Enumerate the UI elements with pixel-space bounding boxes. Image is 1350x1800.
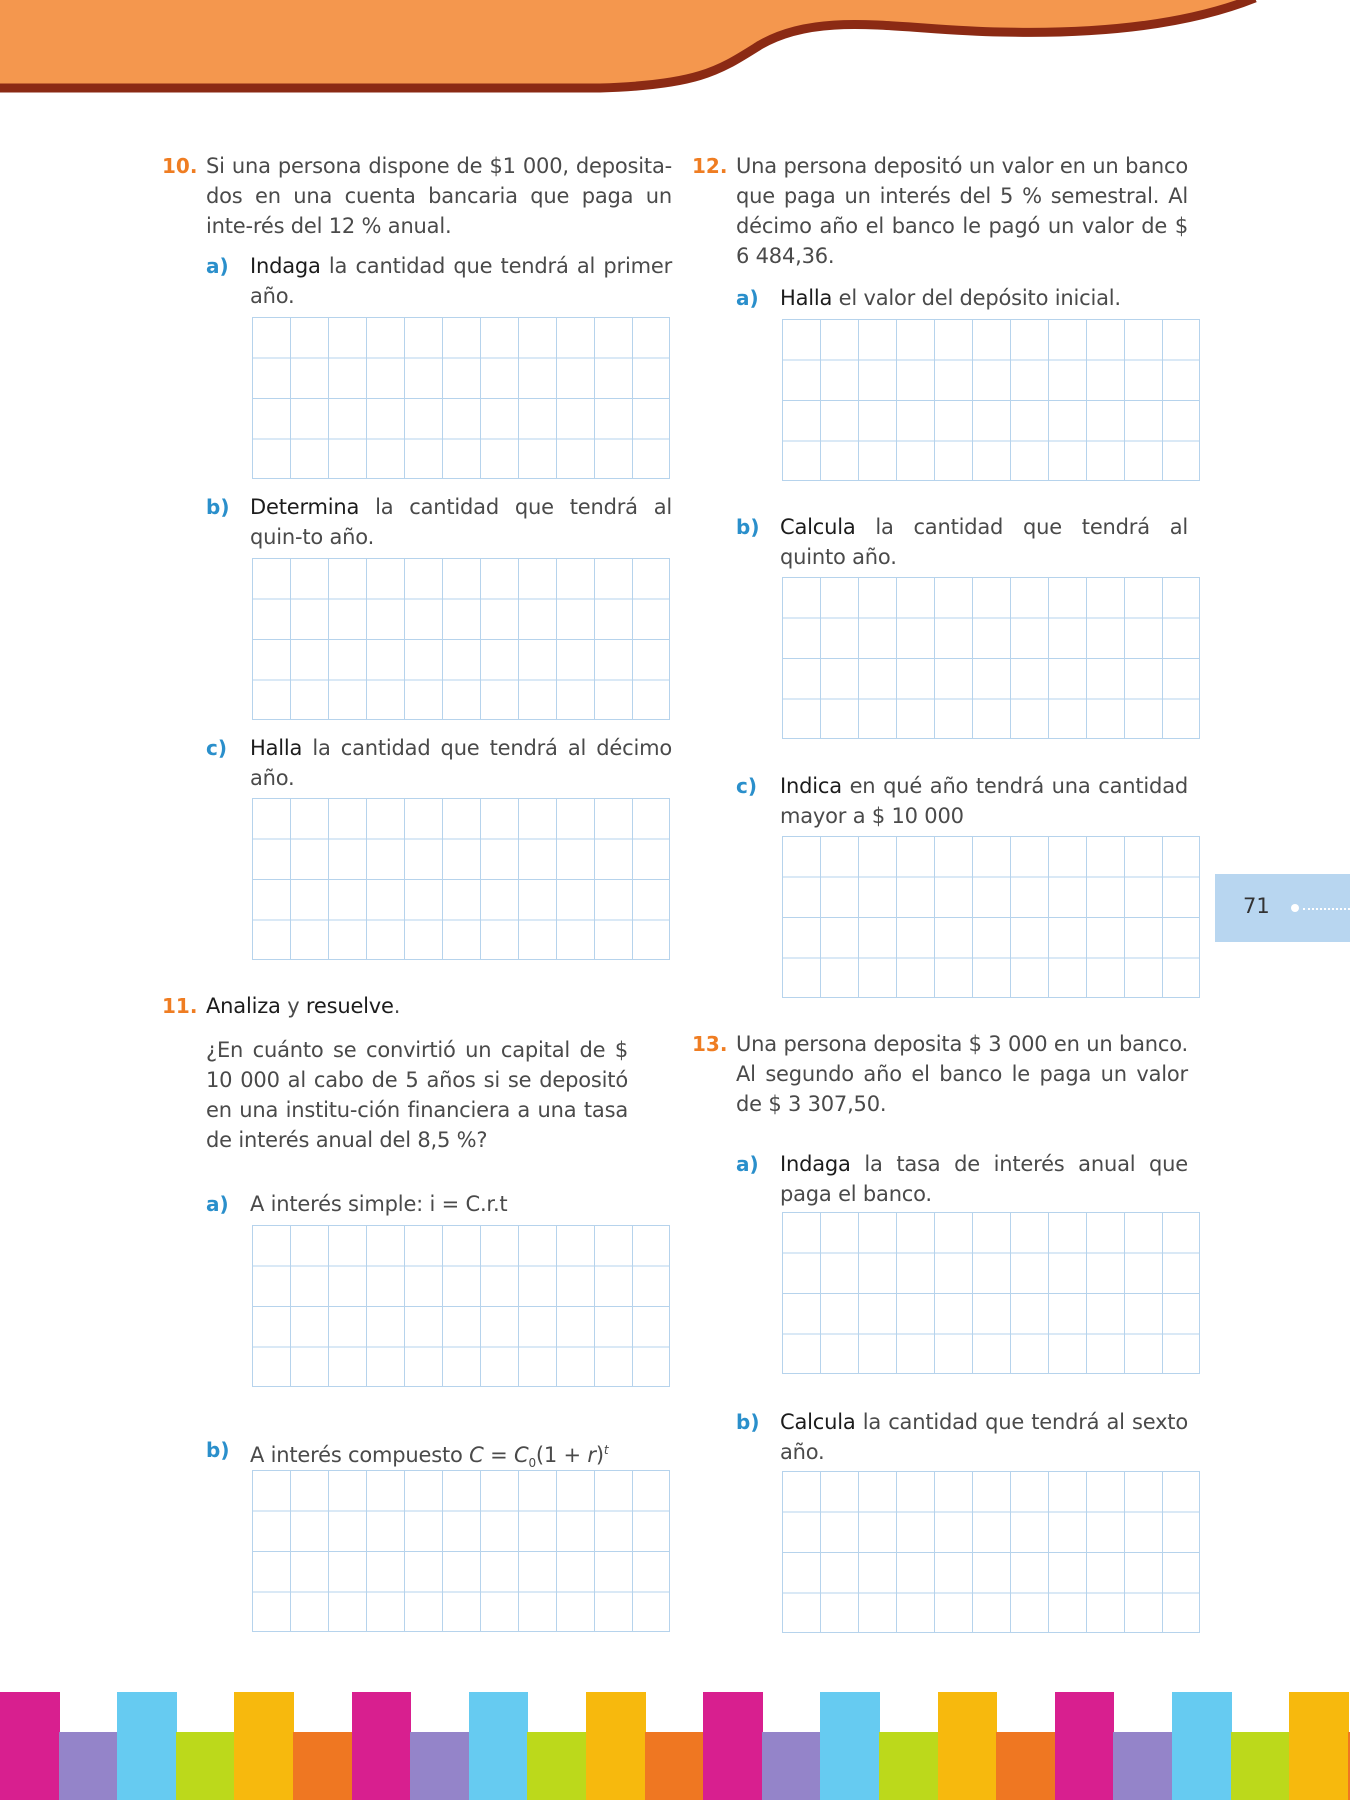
footer-stripe — [527, 1732, 587, 1800]
footer-stripe — [59, 1732, 119, 1800]
sub-text — [250, 733, 672, 793]
problem-statement: Si una persona dispone de $1 000, deposita-dos en una cuenta bancaria que paga un inte-rés del 12 % anual. — [206, 154, 672, 238]
problem-number: 12. — [692, 154, 728, 178]
problem-statement: Una persona deposita $ 3 000 en un banco. Al segundo año el banco le paga un valor de $ 3 307,50. — [736, 1032, 1188, 1116]
sub-letter: a) — [206, 1192, 229, 1216]
answer-grid[interactable] — [252, 1225, 670, 1387]
sub-text — [780, 512, 1188, 572]
problem-statement: Una persona depositó un valor en un banco que paga un interés del 5 % semestral. Al décimo año el banco le pagó un valor de $ 6 484,36. — [736, 154, 1188, 268]
sub-letter: a) — [736, 1152, 759, 1176]
top-banner — [0, 0, 1350, 100]
footer-stripe — [996, 1732, 1056, 1800]
banner-fill — [0, 0, 1350, 88]
footer-stripe — [1055, 1692, 1115, 1800]
sub-text — [250, 492, 672, 552]
sub-text-label: A interés compuesto — [250, 1443, 470, 1467]
problem-12 — [692, 151, 1202, 1001]
answer-grid[interactable] — [782, 319, 1200, 481]
action-verb: Calcula — [780, 1410, 856, 1434]
sub-text — [780, 1407, 1188, 1467]
sub-letter: a) — [736, 286, 759, 310]
answer-grid[interactable] — [782, 1471, 1200, 1633]
footer-stripe — [879, 1732, 939, 1800]
footer-stripe — [176, 1732, 236, 1800]
sub-text-rest: la cantidad que tendrá al décimo año. — [250, 736, 672, 790]
problem-number: 10. — [162, 154, 198, 178]
answer-grid[interactable] — [252, 558, 670, 720]
footer-stripe — [117, 1692, 177, 1800]
sub-text — [250, 251, 672, 311]
sub-text-rest: la cantidad que tendrá al quinto año. — [780, 515, 1188, 569]
sub-text — [780, 1149, 1188, 1209]
footer-stripe — [1172, 1692, 1232, 1800]
footer-stripe — [586, 1692, 646, 1800]
sub-text: A interés simple: i = C.r.t — [250, 1192, 508, 1216]
footer-stripe — [938, 1692, 998, 1800]
sub-text-rest: la cantidad que tendrá al primer año. — [250, 254, 672, 308]
action-verb: Indaga — [250, 254, 321, 278]
sub-letter: b) — [206, 1438, 230, 1462]
sub-letter: c) — [206, 736, 227, 760]
sub-letter: c) — [736, 774, 757, 798]
tab-dotted-line — [1303, 908, 1350, 910]
sub-text-rest: la tasa de interés anual que paga el banco. — [780, 1152, 1188, 1206]
footer-stripe — [234, 1692, 294, 1800]
answer-grid[interactable] — [252, 798, 670, 960]
answer-grid[interactable] — [252, 317, 670, 479]
sub-letter: a) — [206, 254, 229, 278]
problem-number: 13. — [692, 1032, 728, 1056]
answer-grid[interactable] — [782, 836, 1200, 998]
footer-stripe — [762, 1732, 822, 1800]
compound-interest-formula: $C = C_0(1 + r)^t$ — [469, 1443, 609, 1471]
action-verb: Determina — [250, 495, 360, 519]
problem-13 — [692, 1029, 1202, 1641]
answer-grid[interactable] — [252, 1470, 670, 1632]
sub-text-rest: la cantidad que tendrá al quin-to año. — [250, 495, 672, 549]
answer-grid[interactable] — [782, 1212, 1200, 1374]
footer-stripe — [645, 1732, 705, 1800]
footer-stripe — [1231, 1732, 1291, 1800]
sub-letter: b) — [736, 1410, 760, 1434]
problem-question: ¿En cuánto se convirtió un capital de $ 10 000 al cabo de 5 años si se depositó en una institu-ción financiera a una tasa de interés anual del 8,5 %? — [206, 1038, 628, 1152]
action-verb: Indaga — [780, 1152, 851, 1176]
action-verb: Analiza — [206, 994, 281, 1018]
sub-text-rest: la cantidad que tendrá al sexto año. — [780, 1410, 1188, 1464]
footer-stripe — [469, 1692, 529, 1800]
footer-stripe — [293, 1732, 353, 1800]
problem-11 — [162, 991, 672, 1641]
action-verb: Halla — [250, 736, 303, 760]
sub-letter: b) — [736, 515, 760, 539]
action-verb: resuelve — [305, 994, 394, 1018]
problem-number: 11. — [162, 994, 198, 1018]
page-number: 71 — [1243, 894, 1270, 918]
footer-stripe — [1113, 1732, 1173, 1800]
sub-text — [780, 771, 1188, 831]
footer-stripe — [352, 1692, 412, 1800]
footer-stripes — [0, 1692, 1350, 1800]
footer-stripe — [1289, 1692, 1349, 1800]
tab-dot-icon — [1291, 904, 1299, 912]
problem-instruction — [206, 991, 672, 1021]
sub-text-rest: el valor del depósito inicial. — [832, 286, 1121, 310]
problem-10 — [162, 151, 672, 961]
sub-text — [780, 283, 1188, 313]
action-verb: Halla — [780, 286, 833, 310]
action-verb: Calcula — [780, 515, 856, 539]
footer-stripe — [703, 1692, 763, 1800]
page-number-tab — [1215, 874, 1350, 942]
period: . — [393, 994, 401, 1018]
conjunction: y — [280, 994, 306, 1018]
footer-stripe — [410, 1732, 470, 1800]
sub-letter: b) — [206, 495, 230, 519]
answer-grid[interactable] — [782, 577, 1200, 739]
footer-stripe — [0, 1692, 60, 1800]
footer-stripe — [820, 1692, 880, 1800]
sub-text-rest: en qué año tendrá una cantidad mayor a $ 10 000 — [780, 774, 1188, 828]
action-verb: Indica — [780, 774, 842, 798]
